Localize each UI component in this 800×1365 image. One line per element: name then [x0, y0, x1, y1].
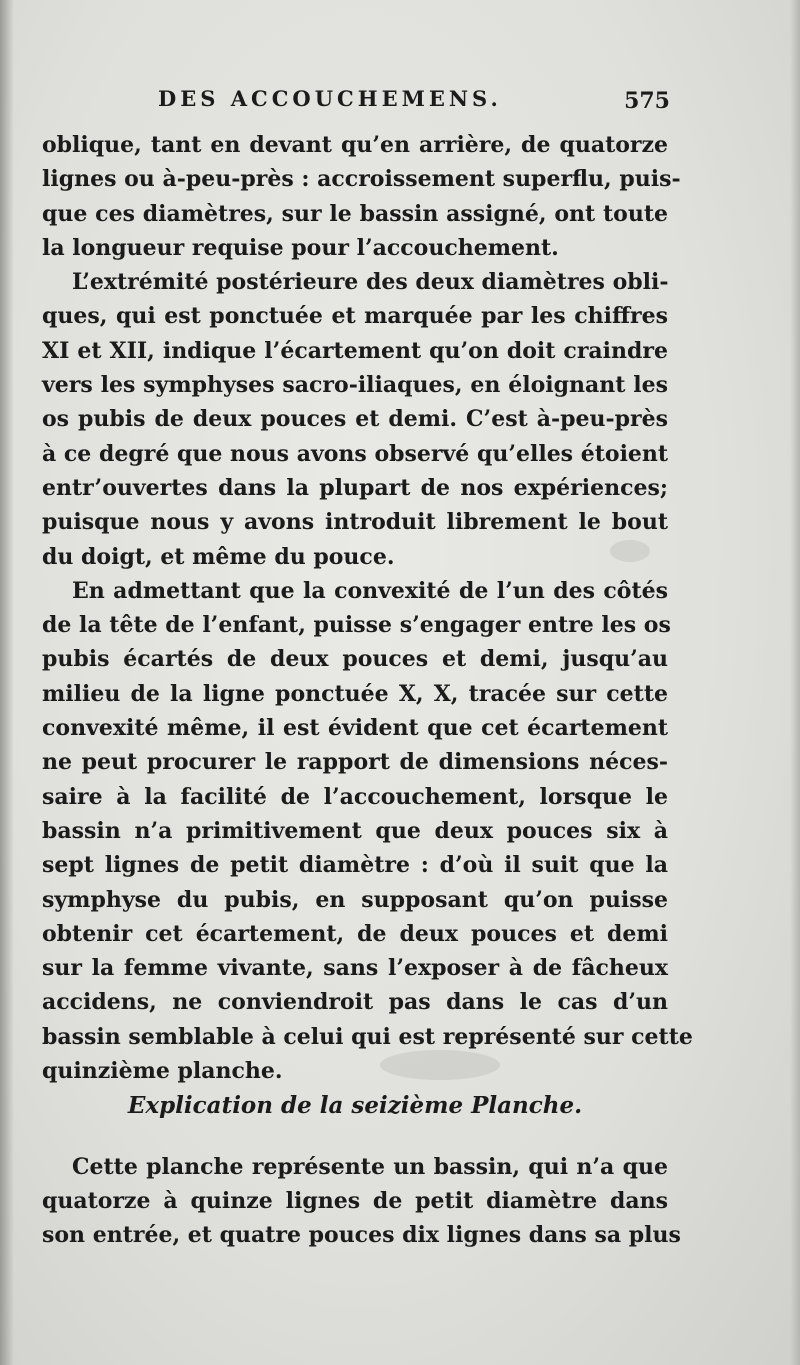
text-line: pubis écartés de deux pouces et demi, jusqu’au [42, 646, 668, 673]
text-line: la longueur requise pour l’accouchement. [42, 234, 559, 261]
running-head-title: DES ACCOUCHEMENS. [158, 86, 502, 111]
text-line: saire à la facilité de l’accouchement, lorsque le [42, 783, 668, 810]
text-line: symphyse du pubis, en supposant qu’on puisse [42, 886, 668, 913]
page-number: 575 [624, 88, 670, 114]
text-line: lignes ou à-peu-près : accroissement superflu, puis- [42, 166, 681, 193]
text-line: bassin n’a primitivement que deux pouces six à [42, 817, 668, 844]
text-line: que ces diamètres, sur le bassin assigné, ont toute [42, 200, 668, 227]
text-line: puisque nous y avons introduit librement le bout [42, 509, 668, 536]
text-line: accidens, ne conviendroit pas dans le cas d’un [42, 989, 668, 1016]
page-edge-shadow [790, 0, 800, 1365]
text-line: convexité même, il est évident que cet écartement [42, 715, 668, 742]
text-line: XI et XII, indique l’écartement qu’on doit craindre [42, 337, 668, 364]
text-line: de la tête de l’enfant, puisse s’engager entre les os [42, 612, 671, 639]
text-line: à ce degré que nous avons observé qu’elles étoient [42, 440, 669, 467]
text-line: son entrée, et quatre pouces dix lignes dans sa plus [42, 1222, 681, 1248]
text-line: L’extrémité postérieure des deux diamètres obli- [72, 269, 669, 296]
text-line: ques, qui est ponctuée et marquée par les chiffres [42, 303, 668, 330]
text-line: oblique, tant en devant qu’en arrière, de quatorze [42, 132, 668, 158]
text-line: bassin semblable à celui qui est représenté sur cette [42, 1023, 693, 1050]
body-text [42, 128, 693, 1088]
section-text [42, 1150, 681, 1252]
text-line: quinzième planche. [42, 1058, 283, 1085]
running-head [40, 82, 670, 122]
text-line: entr’ouvertes dans la plupart de nos expériences; [42, 474, 668, 501]
gutter-shadow [0, 0, 14, 1365]
text-line: quatorze à quinze lignes de petit diamètre dans [42, 1188, 668, 1214]
text-line: obtenir cet écartement, de deux pouces et demi [42, 920, 668, 947]
text-line: Cette planche représente un bassin, qui n’a que [72, 1154, 668, 1180]
text-line: milieu de la ligne ponctuée X, X, tracée sur cette [42, 680, 668, 707]
text-line: ne peut procurer le rapport de dimensions néces- [42, 749, 668, 776]
text-line: En admettant que la convexité de l’un des côtés [72, 577, 668, 604]
text-line: os pubis de deux pouces et demi. C’est à-peu-près [42, 406, 668, 433]
section-heading: Explication de la seizième Planche. [127, 1092, 583, 1119]
text-line: sur la femme vivante, sans l’exposer à de fâcheux [42, 955, 668, 982]
text-line: vers les symphyses sacro-iliaques, en éloignant les [42, 372, 668, 399]
text-line: sept lignes de petit diamètre : d’où il suit que la [42, 852, 668, 879]
text-line: du doigt, et même du pouce. [42, 543, 395, 570]
